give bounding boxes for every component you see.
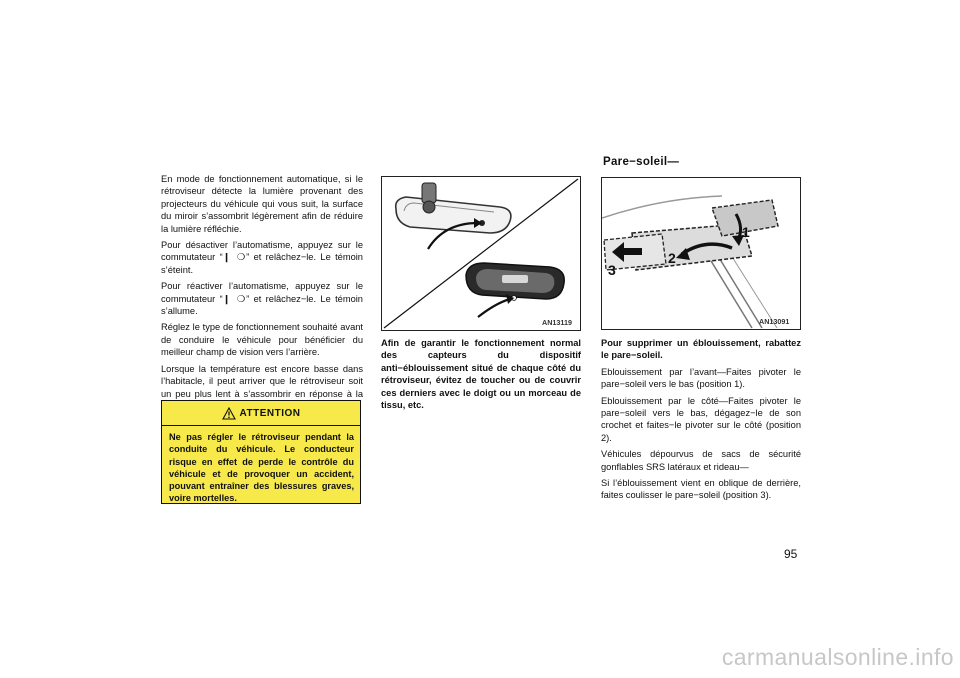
paragraph-front-glare: Eblouissement par l’avant—Faites pivoter le pare−soleil vers le bas (position 1).	[601, 366, 801, 390]
warning-text: Ne pas régler le rétroviseur pendant la conduite du véhicule. Le conducteur risque en effet de perde le contrôle du véhicule et de provoquer un accident, pouvant entraîner des blessures graves, voire mortelles.	[169, 432, 354, 504]
mirror-drawing	[382, 177, 580, 330]
figure-code: AN13091	[759, 317, 790, 326]
sun-visor-illustration	[601, 177, 801, 330]
sun-visor-drawing	[602, 178, 800, 329]
attention-warning-box	[161, 400, 361, 504]
sun-visor-text	[601, 337, 801, 506]
paragraph-side-glare: Eblouissement par le côté—Faites pivoter le pare−soleil vers le bas, dégagez−le de son crochet et faites−le pivoter sur le côté (position 2).	[601, 395, 801, 443]
paragraph-deactivate	[161, 239, 363, 276]
paragraph-reactivate	[161, 280, 363, 317]
caption-text: Afin de garantir le fonctionnement normal des capteurs du dispositif anti−éblouissement situé de chaque côté du rétroviseur, évitez de toucher ou de couvrir ces derniers avec le doigt ou un morceau de tissu, etc.	[381, 338, 581, 411]
mirror-sensor-illustration	[381, 176, 581, 331]
paragraph-oblique-glare: Si l’éblouissement vient en oblique de derrière, faites coulisser le pare−soleil (position 3).	[601, 478, 801, 501]
warning-title: ATTENTION	[239, 408, 301, 419]
paragraph-auto-mode: En mode de fonctionnement automatique, si le rétroviseur détecte la lumière provenant des projecteurs du véhicule qui vous suit, la surface du miroir s’assombrit légèrement afin de réduire la lumière réfléchie.	[161, 174, 363, 234]
paragraph-low-temperature: Lorsque la température est encore basse dans l’habitacle, il peut arriver que le rétroviseur soit un peu plus lent à s’assombrir en réponse à la	[161, 363, 363, 399]
warning-divider	[162, 425, 360, 426]
sun-visor-lead: Pour supprimer un éblouissement, rabattez le pare−soleil.	[601, 338, 801, 361]
switch-symbol-icon: ❙ ❍	[222, 293, 247, 304]
paragraph-adjust: Réglez le type de fonctionnement souhaité avant de conduire le véhicule pour bénéficier du meilleur champ de vision vers l’arrière.	[161, 322, 363, 358]
warning-triangle-icon	[222, 407, 236, 420]
deactivate-text-start: Pour désactiver l’automatisme, appuyez sur le commutateur “	[161, 240, 363, 263]
position-label-3: 3	[608, 262, 616, 278]
reactivate-text-start: Pour réactiver l’automatisme, appuyez sur le commutateur “	[161, 281, 363, 304]
figure-code: AN13119	[542, 318, 572, 327]
switch-symbol-icon: ❙ ❍	[222, 252, 247, 263]
mirror-caption	[381, 337, 581, 415]
left-column-text	[161, 173, 363, 416]
watermark-text: carmanualsonline.info	[721, 644, 954, 670]
page-number: 95	[784, 547, 798, 561]
deactivate-text-end: ” et relâchez−le. Le témoin s’éteint.	[161, 252, 363, 275]
reactivate-text-end: ” et relâchez−le. Le témoin s’allume.	[161, 293, 363, 317]
section-heading-sun-visor: Pare−soleil—	[603, 156, 680, 168]
position-label-2: 2	[668, 250, 676, 266]
position-label-1: 1	[742, 224, 750, 240]
paragraph-no-airbags: Véhicules dépourvus de sacs de sécurité gonflables SRS latéraux et rideau—	[601, 449, 801, 472]
warning-header	[162, 404, 360, 423]
